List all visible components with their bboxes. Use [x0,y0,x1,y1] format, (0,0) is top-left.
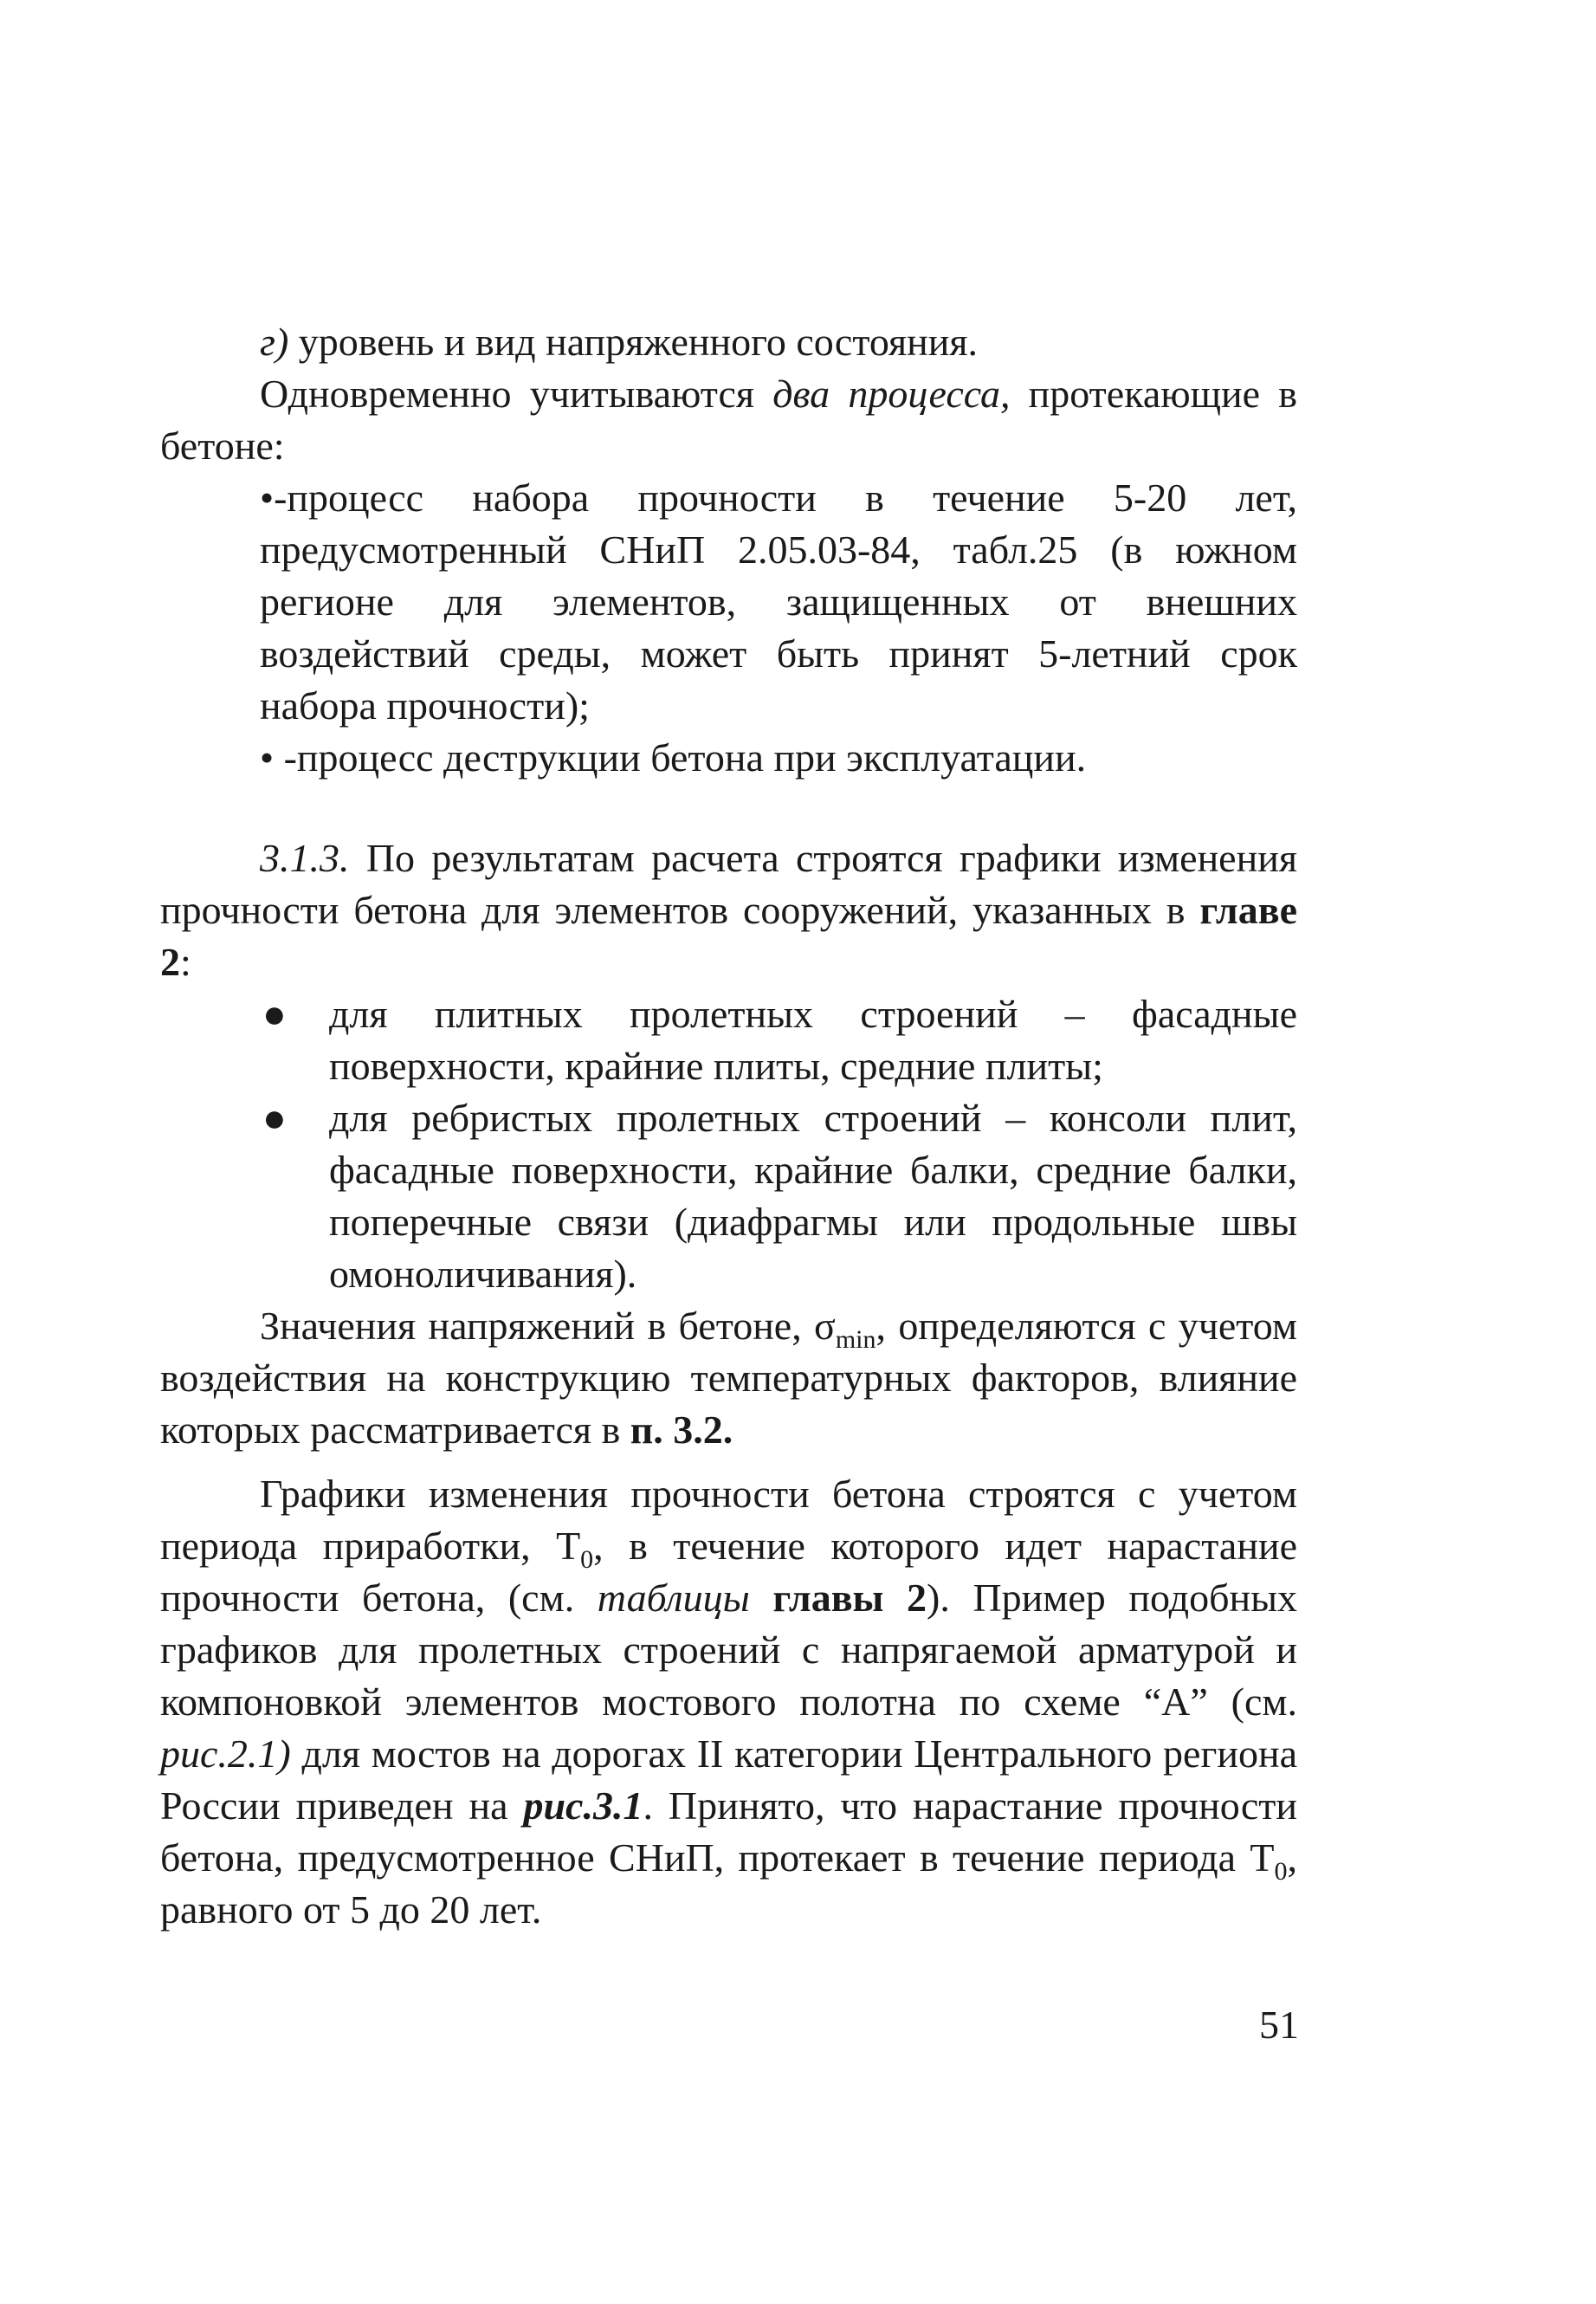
spacer [160,1456,1297,1468]
text-run: Значения напряжений в бетоне, σ [260,1304,836,1348]
bold-run: п. 3.2. [630,1408,733,1452]
item-g [160,316,1297,368]
page-body [160,316,1297,1936]
item-g-text: уровень и вид напряженного состояния. [288,320,978,364]
list-item-slab-spans [160,988,1297,1092]
subscript: min [835,1325,876,1354]
spacer [160,784,1297,832]
bold-run: главе 2 [160,888,1297,984]
text-run [750,1576,773,1620]
element-list [160,988,1297,1300]
paragraph-graphs [160,1468,1297,1936]
subscript: 0 [1274,1857,1288,1886]
dash-item-strength-gain: •-процесс набора прочности в течение 5-20 лет, предусмотренный СНиП 2.05.03-84, табл.25 (в южном регионе для элементов, защищенных от внешних воздействий среды, может быть принят 5-летний срок набора прочности); [260,476,1297,728]
italic-run: два процесса, [772,372,1011,416]
bullet-icon: ● [262,1096,287,1140]
bullet-icon: ● [262,992,287,1036]
bold-run: главы 2 [772,1576,927,1620]
text-run: Графики изменения прочности бетона строятся с учетом периода приработки, Т [160,1472,1297,1568]
italic-run: рис.2.1) [160,1731,291,1776]
section-3-1-3 [160,832,1297,988]
item-g-letter: г) [260,320,289,364]
text-run: протекающие в бетоне: [160,372,1298,468]
text-run: Одновременно учитываются [260,372,773,416]
italic-run: таблицы [597,1576,750,1620]
paragraph-stress [160,1300,1297,1456]
page-number: 51 [1259,2003,1299,2047]
text-run: , определяются с учетом воздействия на конструкцию температурных факторов, влияние которых рассматривается в [160,1304,1298,1452]
paragraph-two-processes [160,368,1297,472]
list-item-ribbed-spans [160,1092,1297,1300]
text-run: : [180,940,191,984]
bold-italic-run: рис.3.1 [523,1783,643,1828]
list-item-text: для плитных пролетных строений – фасадные поверхности, крайние плиты, средние плиты; [329,992,1297,1088]
text-run: , в течение которого идет нарастание прочности бетона, (см. [160,1524,1297,1620]
text-run: По результатам расчета строятся графики изменения прочности бетона для элементов сооружений, указанных в [160,836,1297,932]
subscript: 0 [580,1545,594,1574]
text-run: , равного от 5 до 20 лет. [160,1835,1297,1932]
text-run: ). Пример подобных графиков для пролетных строений с напрягаемой арматурой и компоновкой элементов мостового полотна по схеме “А” (см. [160,1576,1297,1724]
text-run: . Принято, что нарастание прочности бетона, предусмотренное СНиП, протекает в течение периода Т [160,1783,1297,1880]
dash-item-destruction: • -процесс деструкции бетона при эксплуатации. [260,735,1087,780]
section-number: 3.1.3. [260,836,350,880]
text-run: для мостов на дорогах II категории Центрального региона России приведен на [160,1731,1297,1828]
list-item-text: для ребристых пролетных строений – консоли плит, фасадные поверхности, крайние балки, средние балки, поперечные связи (диафрагмы или продольные швы омоноличивания). [329,1096,1297,1296]
